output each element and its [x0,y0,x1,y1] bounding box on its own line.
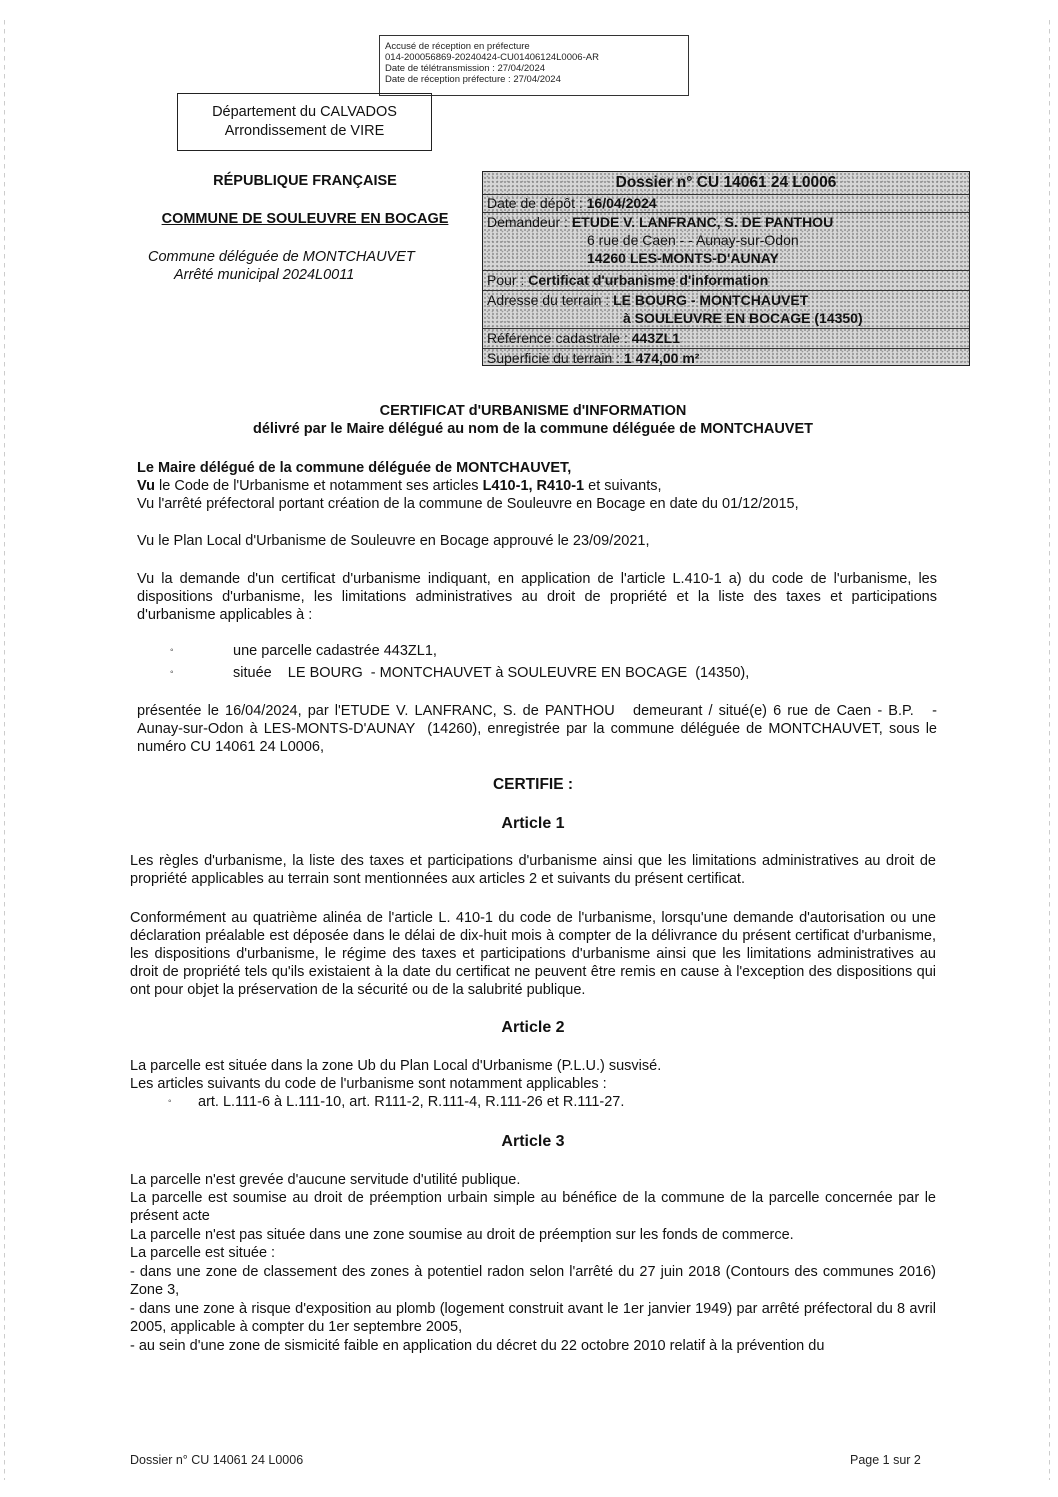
certificate-subtitle: délivré par le Maire délégué au nom de la commune déléguée de MONTCHAUVET [253,421,813,437]
bullet-situee: située LE BOURG - MONTCHAUVET à SOULEUVRE EN BOCAGE (14350), [233,665,750,681]
footer-page-number: Page 1 sur 2 [850,1453,921,1467]
arrondissement-line: Arrondissement de VIRE [224,123,385,139]
demandeur-value: ETUDE V. LANFRANC, S. DE PANTHOU [571,214,834,230]
vu-code-end: et suivants, [584,478,662,494]
prefecture-receipt-stamp [379,35,689,96]
bullet-marker-1: ◦ [170,645,174,656]
demandeur-label: Demandeur : [487,214,572,230]
article-2-line-1: La parcelle est située dans la zone Ub du Plan Local d'Urbanisme (P.L.U.) susvisé. [130,1058,662,1074]
adresse-terrain-row [483,290,969,328]
date-depot-label: Date de dépôt : [487,195,587,211]
reference-value: 443ZL1 [631,330,680,346]
article-1-heading: Article 1 [501,815,565,832]
vu-demande-paragraph: Vu la demande d'un certificat d'urbanisme indiquant, en application de l'article L.410-1 a) du code de l'urbanisme, les dispositions d'urbanisme, les limitations administratives au droit de propriété et la liste des taxes et participations d'urbanisme applicables à : [137,571,937,623]
footer-dossier-number: Dossier n° CU 14061 24 L0006 [130,1453,304,1467]
demandeur-address-1: 6 rue de Caen - - Aunay-sur-Odon [587,232,799,248]
vu-code-articles: L410-1, R410-1 [482,478,585,494]
pour-row [483,270,969,290]
dossier-number: Dossier n° CU 14061 24 L0006 [615,174,837,191]
vu-arrete-line: Vu l'arrêté préfectoral portant création de la commune de Souleuvre en Bocage en date du 01/12/2015, [137,496,799,512]
adresse-value-2: à SOULEUVRE EN BOCAGE (14350) [623,310,863,326]
commune-deleguee: Commune déléguée de MONTCHAUVET [148,249,415,265]
article-3-plomb: - dans une zone à risque d'exposition au plomb (logement construit avant le 1er janvier 1949) par arrêté préfectoral du 8 avril 2005, applicable à compter du 1er septembre 2005, [130,1301,936,1335]
department-line: Département du CALVADOS [212,104,397,120]
presentee-paragraph: présentée le 16/04/2024, par l'ETUDE V. LANFRANC, S. de PANTHOU demeurant / situé(e) 6 rue de Caen - B.P. - Aunay-sur-Odon à LES-MONTS-D'AUNAY (14260), enregistrée par la commune déléguée de MONTCHAUVET, sous le numéro CU 14061 24 L0006, [137,703,942,755]
stamp-line-2: 014-200056869-20240424-CU01406124L0006-AR [385,52,599,63]
article-2-bullet-marker: ◦ [168,1096,172,1107]
article-3-heading: Article 3 [501,1133,565,1150]
article-3-sismicite: - au sein d'une zone de sismicité faible en application du décret du 22 octobre 2010 relatif à la prévention du [130,1338,825,1354]
department-box [177,93,432,151]
reference-cadastrale-row [483,328,969,348]
article-3-line-4: La parcelle est située : [130,1245,276,1261]
stamp-line-3: Date de télétransmission : 27/04/2024 [385,63,546,74]
pour-label: Pour : [487,272,529,288]
bullet-parcelle: une parcelle cadastrée 443ZL1, [233,643,437,659]
article-1-paragraph-2: Conformément au quatrième alinéa de l'article L. 410-1 du code de l'urbanisme, lorsqu'une demande d'autorisation ou une déclaration préalable est déposée dans le délai de dix-huit mois à compter de la délivrance du présent certificat d'urbanisme, les dispositions d'urbanisme, le régime des taxes et participations d'urbanisme ainsi que les limitations administratives au droit de propriété tels qu'ils existaient à la date du certificat ne peuvent être remis en cause à l'exception des dispositions qui ont pour objet la préservation de la sécurité ou de la salubrité publique. [130,910,936,998]
adresse-label: Adresse du terrain : [487,292,614,308]
vu-code-text: le Code de l'Urbanisme et notamment ses articles [155,478,483,494]
superficie-row [483,348,969,366]
bullet-marker-2: ◦ [170,667,174,678]
vu-label: Vu [137,478,155,494]
pour-value: Certificat d'urbanisme d'information [528,272,769,288]
stamp-line-1: Accusé de réception en préfecture [385,41,530,52]
article-3-line-3: La parcelle n'est pas située dans une zone soumise au droit de préemption sur les fonds de commerce. [130,1227,794,1243]
superficie-value: 1 474,00 m² [623,350,700,366]
date-depot-row [483,194,969,212]
scan-edge-right [1049,20,1051,1480]
demandeur-row [483,212,969,270]
arrete-municipal: Arrêté municipal 2024L0011 [174,267,355,283]
article-3-radon: - dans une zone de classement des zones à potentiel radon selon l'arrêté du 27 juin 2018 (Contours des communes 2016) Zone 3, [130,1264,936,1298]
scan-edge-left [4,20,6,1480]
reference-label: Référence cadastrale : [487,330,632,346]
vu-plu-line: Vu le Plan Local d'Urbanisme de Souleuvre en Bocage approuvé le 23/09/2021, [137,533,650,549]
article-2-line-2: Les articles suivants du code de l'urbanisme sont notamment applicables : [130,1076,607,1092]
demandeur-address-2: 14260 LES-MONTS-D'AUNAY [587,250,779,266]
republic-heading: RÉPUBLIQUE FRANÇAISE [213,173,397,189]
dossier-info-box [482,171,970,366]
maire-line: Le Maire délégué de la commune déléguée de MONTCHAUVET, [137,460,572,476]
article-2-heading: Article 2 [501,1019,565,1036]
date-depot-value: 16/04/2024 [586,195,657,211]
article-3-line-2: La parcelle est soumise au droit de préemption urbain simple au bénéfice de la commune de la parcelle concernée par le présent acte [130,1190,936,1224]
article-3-line-1: La parcelle n'est grevée d'aucune servitude d'utilité publique. [130,1172,521,1188]
article-1-paragraph-1: Les règles d'urbanisme, la liste des taxes et participations d'urbanisme ainsi que les limitations administratives au droit de propriété applicables au terrain sont mentionnées aux articles 2 et suivants du présent certificat. [130,853,936,887]
stamp-line-4: Date de réception préfecture : 27/04/2024 [385,74,561,85]
commune-heading: COMMUNE DE SOULEUVRE EN BOCAGE [161,211,449,227]
certificate-title: CERTIFICAT d'URBANISME d'INFORMATION [379,403,687,419]
superficie-label: Superficie du terrain : [487,350,624,366]
adresse-value-1: LE BOURG - MONTCHAUVET [613,292,809,308]
vu-code-line [137,477,937,495]
certifie-heading: CERTIFIE : [492,776,574,793]
article-2-bullet: art. L.111-6 à L.111-10, art. R111-2, R.111-4, R.111-26 et R.111-27. [198,1094,625,1110]
